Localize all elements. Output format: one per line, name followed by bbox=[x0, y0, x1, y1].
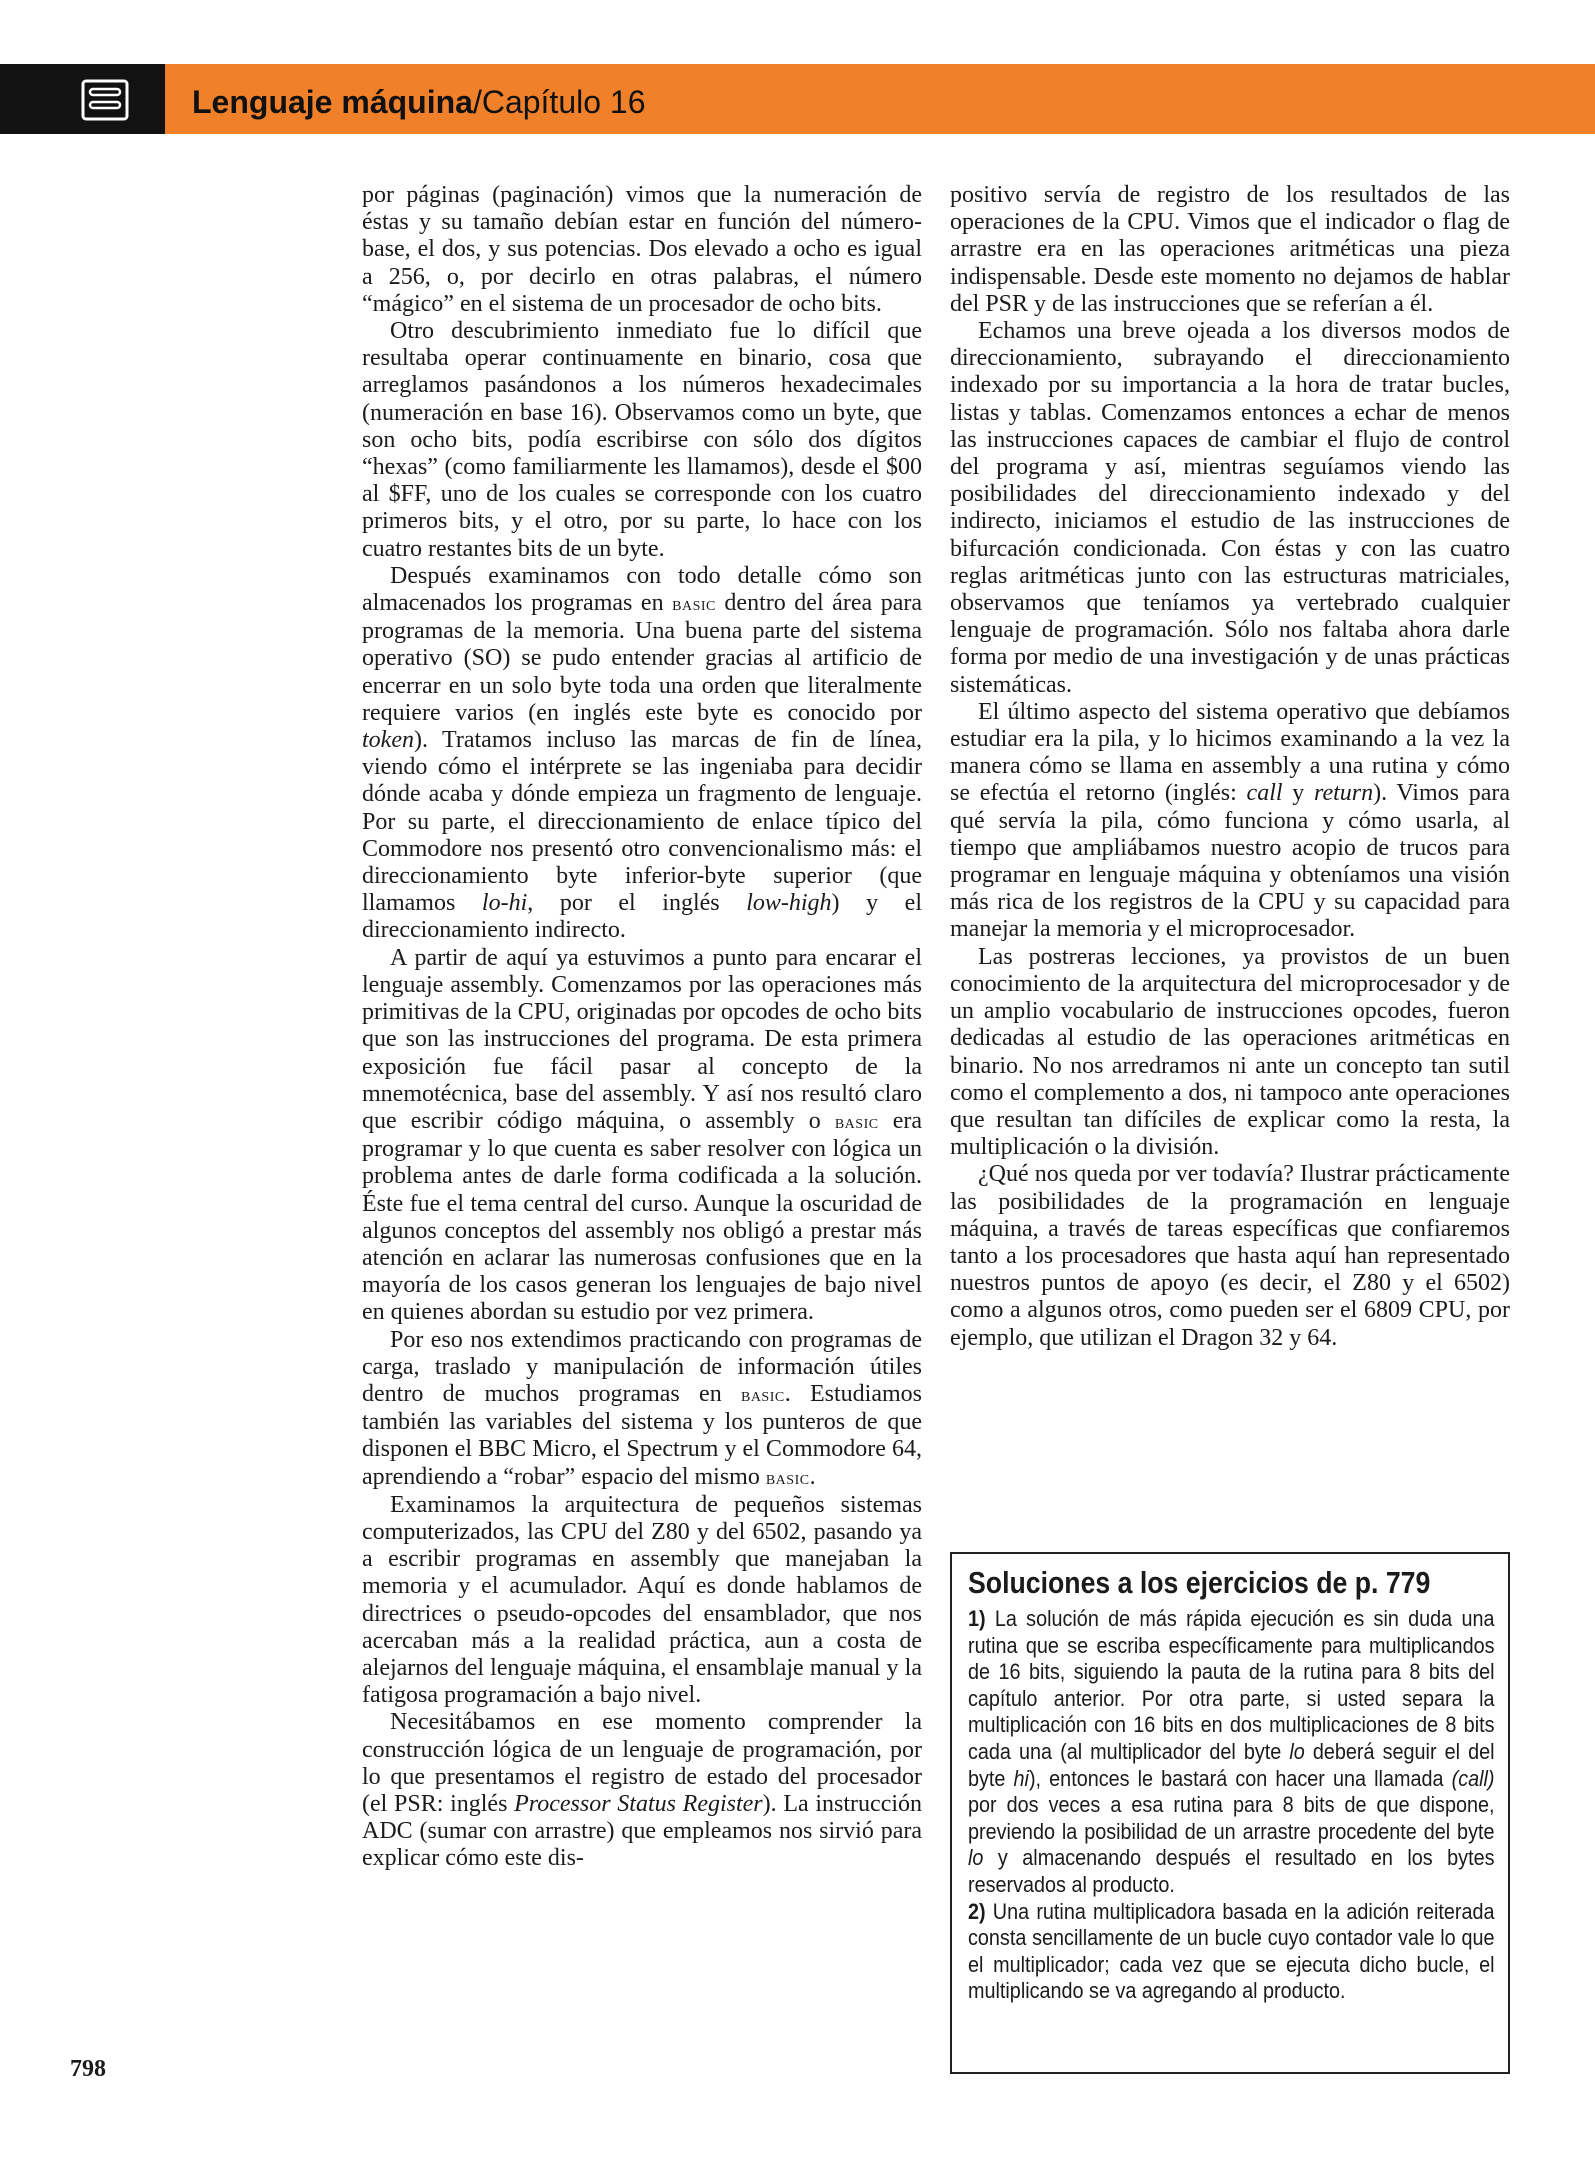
paragraph: ¿Qué nos queda por ver todavía? Ilustrar prácticamente las posibilidades de la programación en lenguaje máquina, a través de tareas específicas que confiaremos tanto a los procesadores que hasta aquí han representado nuestros puntos de apoyo (es decir, el Z80 y el 6502) como a algunos otros, como pueden ser el 6809 CPU, por ejemplo, que utilizan el Dragon 32 y 64. bbox=[950, 1161, 1510, 1351]
solutions-title: Soluciones a los ejercicios de p. 779 bbox=[968, 1565, 1431, 1600]
chapter-title bbox=[192, 80, 646, 124]
paragraph: Las postreras lecciones, ya provistos de un buen conocimiento de la arquitectura del microprocesador y de un amplio vocabulario de instrucciones opcodes, fueron dedicadas al estudio de las operaciones aritméticas en binario. No nos arredramos ni ante un concepto tan sutil como el complemento a dos, ni tampoco ante operaciones que resultan tan difíciles de explicar como la resta, la multiplicación o la división. bbox=[950, 943, 1510, 1161]
paragraph: El último aspecto del sistema operativo que debíamos estudiar era la pila, y lo hicimos examinando a la vez la manera cómo se llama en assembly a una rutina y cómo se efectúa el retorno (inglés: call y return). Vimos para qué servía la pila, cómo funciona y cómo usarla, al tiempo que ampliábamos nuestro acopio de trucos para programar en lenguaje máquina y obteníamos una visión más rica de los registros de la CPU y su capacidad para manejar la memoria y el microprocesador. bbox=[950, 698, 1511, 943]
chapter-title-rest: /Capítulo 16 bbox=[472, 84, 646, 120]
page-number: 798 bbox=[70, 2056, 106, 2082]
paragraph: por páginas (paginación) vimos que la numeración de éstas y su tamaño debían estar en función del número-base, el dos, y sus potencias. Dos elevado a ocho es igual a 256, o, por decirlo en otras palabras, el número “mágico” en el sistema de un procesador de ocho bits. bbox=[362, 182, 922, 317]
left-column bbox=[362, 182, 922, 1873]
paragraph: A partir de aquí ya estuvimos a punto para encarar el lenguaje assembly. Comenzamos por las operaciones más primitivas de la CPU, originadas por opcodes de ocho bits que son las instrucciones del programa. De esta primera exposición fue fácil pasar al concepto de la mnemotécnica, base del assembly. Y así nos resultó claro que escribir código máquina, o assembly o basic era programar y lo que cuenta es saber resolver con lógica un problema antes de darle forma codificada a la solución. Éste fue el tema central del curso. Aunque la oscuridad de algunos conceptos del assembly nos obligó a prestar más atención en aclarar las numerosas confusiones que en la mayoría de los casos generan los lenguajes de bajo nivel en quienes abordan su estudio por vez primera. bbox=[362, 944, 922, 1326]
chapter-title-bold: Lenguaje máquina bbox=[192, 84, 473, 120]
paragraph: Examinamos la arquitectura de pequeños sistemas computerizados, las CPU del Z80 y del 6502, pasando ya a escribir programas en assembly que manejaban la memoria y el acumulador. Aquí es donde hablamos de directrices o pseudo-opcodes del ensamblador, que nos acercaban más a la realidad práctica, aun a costa de alejarnos del lenguaje máquina, el ensamblaje manual y la fatigosa programación a bajo nivel. bbox=[362, 1491, 922, 1709]
solutions-box bbox=[950, 1552, 1510, 2074]
solution-1: 1) La solución de más rápida ejecución es sin duda una rutina que se escriba específicamente para multiplicandos de 16 bits, siguiendo la pauta de la rutina para 8 bits del capítulo anterior. Por otra parte, si usted separa la multiplicación con 16 bits en dos multiplicaciones de 8 bits cada una (al multiplicador del byte lo deberá seguir el del byte hi), entonces le bastará con hacer una llamada (call) por dos veces a esa rutina para 8 bits de que dispone, previendo la posibilidad de un arrastre procedente del byte lo y almacenando después el resultado en los bytes reservados al producto. bbox=[968, 1606, 1495, 1897]
computer-chip-icon bbox=[80, 78, 130, 122]
paragraph: Después examinamos con todo detalle cómo son almacenados los programas en basic dentro del área para programas de la memoria. Una buena parte del sistema operativo (SO) se pudo entender gracias al artificio de encerrar en un solo byte toda una orden que literalmente requiere varios (en inglés este byte es conocido por token). Tratamos incluso las marcas de fin de línea, viendo cómo el intérprete se las ingeniaba para decidir dónde acaba y dónde empieza un fragmento de lenguaje. Por su parte, el direccionamiento de enlace típico del Commodore nos presentó otro convencionalismo más: el direccionamiento byte inferior-byte superior (que llamamos lo-hi, por el inglés low-high) y el direccionamiento indirecto. bbox=[362, 562, 922, 944]
paragraph: Otro descubrimiento inmediato fue lo difícil que resultaba operar continuamente en binario, cosa que arreglamos pasándonos a los números hexadecimales (numeración en base 16). Observamos como un byte, que son ocho bits, podía escribirse con sólo dos dígitos “hexas” (como familiarmente les llamamos), desde el $00 al $FF, uno de los cuales se corresponde con los cuatro primeros bits, y el otro, por su parte, lo hace con los cuatro restantes bits de un byte. bbox=[362, 318, 922, 562]
paragraph: positivo servía de registro de los resultados de las operaciones de la CPU. Vimos que el indicador o flag de arrastre era en las operaciones aritméticas una pieza indispensable. Desde este momento no dejamos de hablar del PSR y de las instrucciones que se referían a él. bbox=[950, 182, 1510, 317]
right-column bbox=[950, 182, 1510, 1352]
solution-2: 2) Una rutina multiplicadora basada en la adición reiterada consta sencillamente de un bucle cuyo contador vale lo que el multiplicador; cada vez que se ejecuta dicho bucle, el multiplicando se va agregando al producto. bbox=[968, 1898, 1495, 2004]
paragraph: Necesitábamos en ese momento comprender la construcción lógica de un lenguaje de programación, por lo que presentamos el registro de estado del procesador (el PSR: inglés Processor Status Register). La instrucción ADC (sumar con arrastre) que empleamos nos sirvió para explicar cómo este dis- bbox=[362, 1709, 923, 1872]
paragraph: Echamos una breve ojeada a los diversos modos de direccionamiento, subrayando el direccionamiento indexado por su importancia a la hora de tratar bucles, listas y tablas. Comenzamos entonces a echar de menos las instrucciones capaces de cambiar el flujo de control del programa y así, mientras seguíamos viendo las posibilidades del direccionamiento indexado y del indirecto, iniciamos el estudio de las instrucciones de bifurcación condicionada. Con éstas y con las cuatro reglas aritméticas junto con las estructuras matriciales, observamos que teníamos ya vertebrado cualquier lenguaje de programación. Sólo nos faltaba ahora darle forma por medio de una investigación y de unas prácticas sistemáticas. bbox=[950, 318, 1510, 698]
paragraph: Por eso nos extendimos practicando con programas de carga, traslado y manipulación de información útiles dentro de muchos programas en basic. Estudiamos también las variables del sistema y los punteros de que disponen el BBC Micro, el Spectrum y el Commodore 64, aprendiendo a “robar” espacio del mismo basic. bbox=[362, 1326, 922, 1490]
